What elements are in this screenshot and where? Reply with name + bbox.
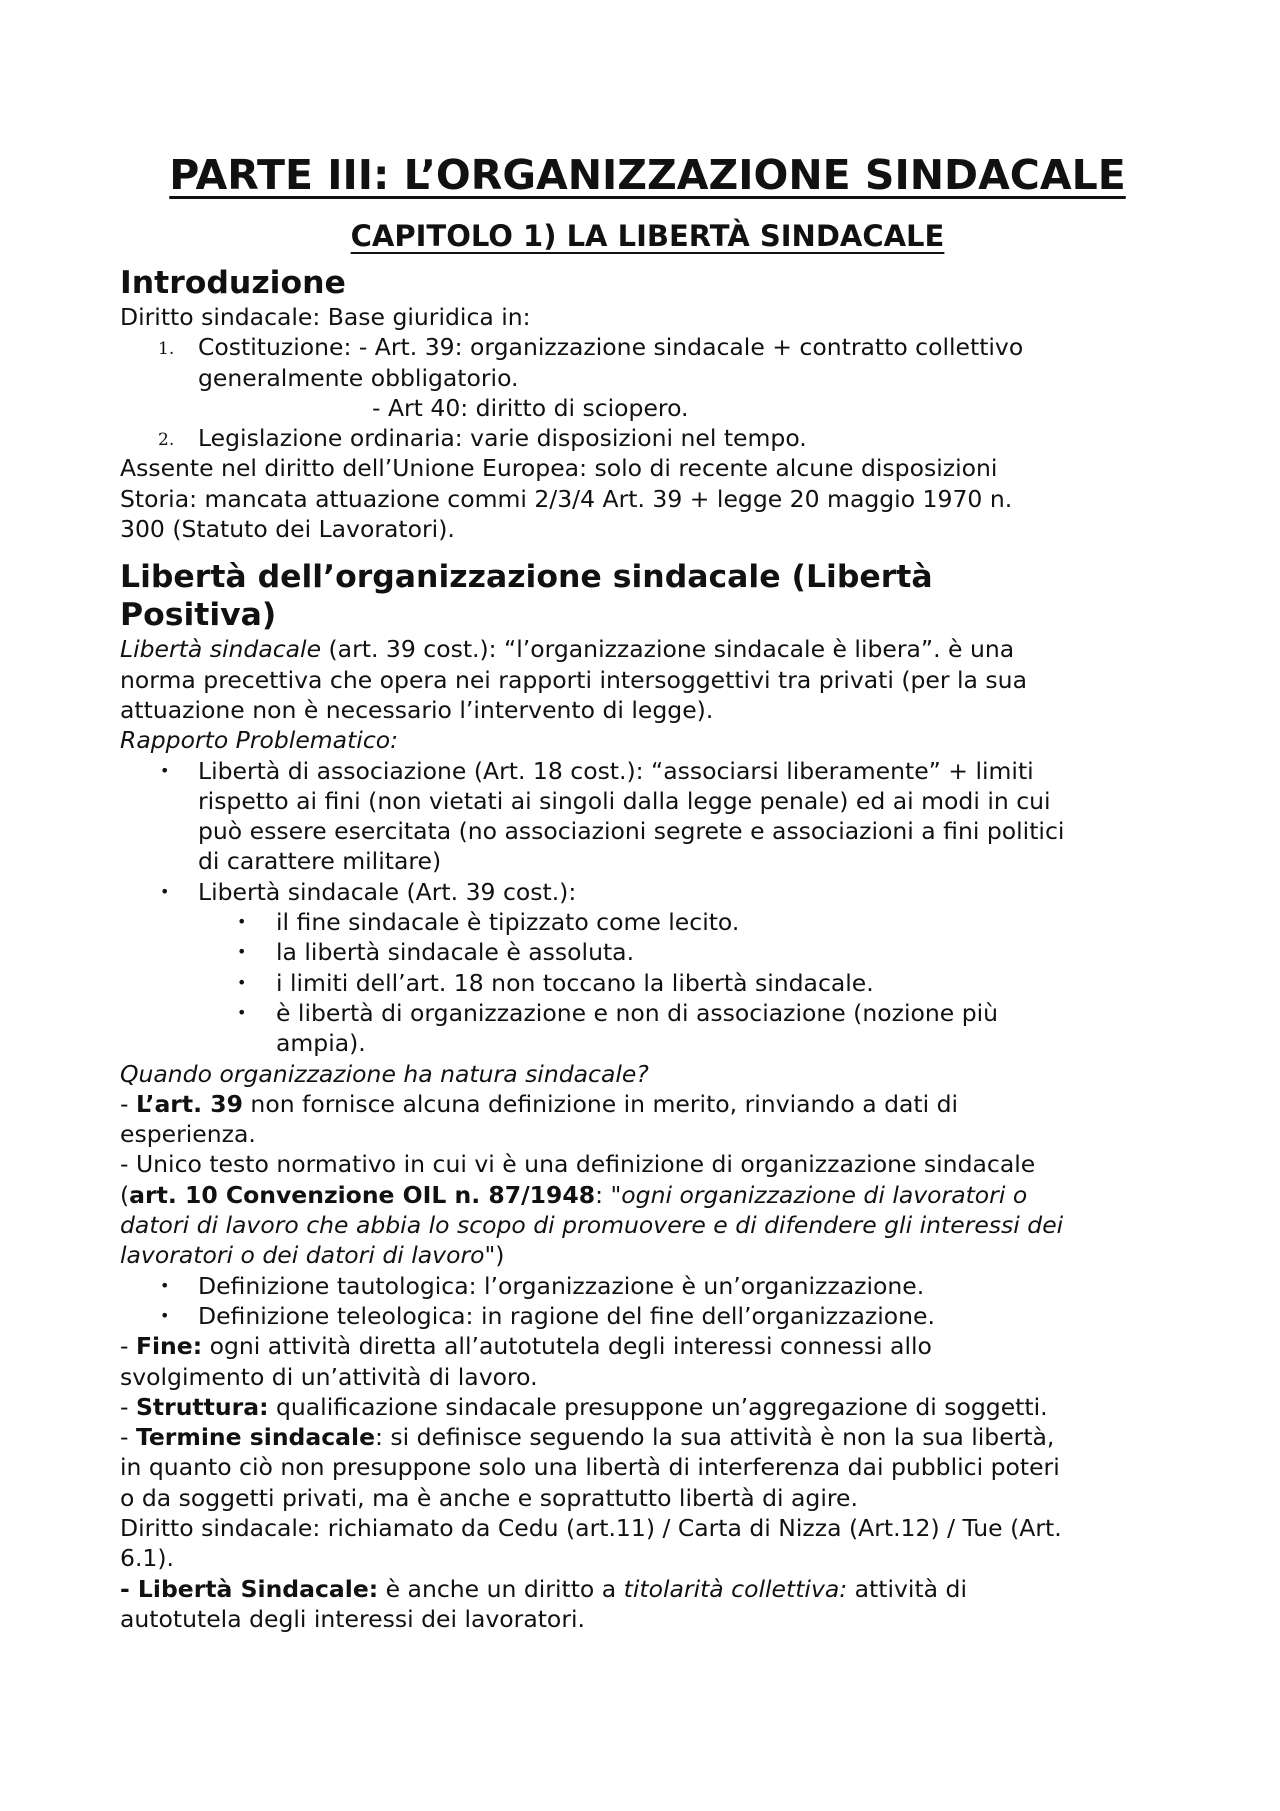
paragraph-line	[120, 1089, 1175, 1119]
text: (art. 39 cost.): “l’organizzazione sindacale è libera”. è una	[321, 635, 1015, 664]
item-text: i limiti dell’art. 18 non toccano la libertà sindacale.	[276, 968, 874, 997]
paragraph-line: esperienza.	[120, 1120, 256, 1149]
part-title: PARTE III: L’ORGANIZZAZIONE SINDACALE	[169, 151, 1126, 199]
bullet-icon: •	[237, 942, 247, 962]
text: ")	[484, 1241, 505, 1270]
bullet-icon: •	[160, 760, 170, 780]
paragraph-line: Diritto sindacale: richiamato da Cedu (art.11) / Carta di Nizza (Art.12) / Tue (Art.	[120, 1513, 1062, 1542]
text: (	[120, 1180, 130, 1209]
bullet-item	[120, 1271, 1175, 1301]
text: -	[120, 1392, 136, 1421]
bold-term: Fine:	[135, 1332, 203, 1361]
section-heading-liberta: Libertà dell’organizzazione sindacale (Libertà	[120, 559, 933, 596]
text: qualificazione sindacale presuppone un’aggregazione di soggetti.	[268, 1392, 1048, 1421]
bullet-icon: •	[160, 881, 170, 901]
text: -	[120, 1423, 136, 1452]
sub-bullet-item	[120, 998, 1175, 1028]
bullet-item-cont: di carattere militare)	[198, 847, 442, 876]
bullet-icon: •	[160, 1275, 170, 1295]
paragraph-line: - Unico testo normativo in cui vi è una definizione di organizzazione sindacale	[120, 1150, 1036, 1179]
italic-term: Libertà sindacale	[120, 635, 322, 664]
item-text: la libertà sindacale è assoluta.	[276, 938, 635, 967]
paragraph-line	[120, 1240, 1175, 1270]
intro-line: Diritto sindacale: Base giuridica in:	[120, 303, 531, 331]
item-text: Libertà di associazione (Art. 18 cost.): “associarsi liberamente” + limiti	[198, 756, 1034, 785]
item-text: Costituzione: - Art. 39: organizzazione sindacale + contratto collettivo	[198, 333, 1024, 362]
paragraph-line: norma precettiva che opera nei rapporti intersoggettivi tra privati (per la sua	[120, 665, 1027, 694]
numbered-item-1-cont: generalmente obbligatorio.	[198, 363, 519, 392]
text: non fornisce alcuna definizione in merito, rinviando a dati di	[242, 1089, 959, 1118]
paragraph-line	[120, 1574, 1175, 1604]
bullet-icon: •	[237, 1002, 247, 1022]
italic-quote-line: datori di lavoro che abbia lo scopo di promuovere e di difendere gli interessi dei	[120, 1211, 1064, 1240]
list-number: 2.	[158, 430, 175, 451]
chapter-title: CAPITOLO 1) LA LIBERTÀ SINDACALE	[350, 219, 945, 253]
bullet-icon: •	[237, 972, 247, 992]
bold-term: Struttura:	[135, 1392, 269, 1421]
sub-bullet-item-cont: ampia).	[276, 1029, 366, 1058]
text: -	[120, 1089, 136, 1118]
text: : si definisce seguendo la sua attività è non la sua libertà,	[375, 1423, 1055, 1452]
bold-term: Termine sindacale	[135, 1423, 376, 1452]
numbered-item-2	[120, 423, 1175, 453]
bold-term: art. 10 Convenzione OIL n. 87/1948	[129, 1180, 596, 1209]
list-number: 1.	[158, 339, 175, 360]
item-text: il fine sindacale è tipizzato come lecito.	[276, 908, 740, 937]
bullet-item	[120, 877, 1175, 907]
bullet-icon: •	[160, 1305, 170, 1325]
paragraph-line: autotutela degli interessi dei lavoratori.	[120, 1604, 585, 1633]
text: -	[120, 1332, 136, 1361]
bullet-item	[120, 1301, 1175, 1331]
text: attività di	[847, 1574, 967, 1603]
italic-term: titolarità collettiva:	[623, 1574, 848, 1603]
rapporto-label: Rapporto Problematico:	[120, 726, 399, 755]
italic-quote: ogni organizzazione di lavoratori o	[621, 1180, 1028, 1209]
paragraph-line	[120, 1331, 1175, 1361]
paragraph-line: o da soggetti privati, ma è anche e soprattutto libertà di agire.	[120, 1483, 858, 1512]
paragraph-line	[120, 1422, 1175, 1452]
intro-ue-line: Assente nel diritto dell’Unione Europea: solo di recente alcune disposizioni	[120, 454, 998, 483]
paragraph-line	[120, 1392, 1175, 1422]
section-heading-liberta-cont: Positiva)	[120, 597, 277, 634]
item-text: è libertà di organizzazione e non di associazione (nozione più	[276, 998, 999, 1027]
paragraph-line: 6.1).	[120, 1544, 175, 1573]
bold-term: - Libertà Sindacale:	[120, 1574, 379, 1603]
item-text: Definizione teleologica: in ragione del fine dell’organizzazione.	[198, 1301, 935, 1330]
bullet-item	[120, 756, 1175, 786]
paragraph-line: attuazione non è necessario l’intervento di legge).	[120, 695, 714, 724]
intro-storia-line-cont: 300 (Statuto dei Lavoratori).	[120, 515, 455, 544]
bullet-icon: •	[237, 912, 247, 932]
section-heading-introduzione: Introduzione	[120, 265, 346, 301]
text: è anche un diritto a	[378, 1574, 624, 1603]
intro-storia-line: Storia: mancata attuazione commi 2/3/4 Art. 39 + legge 20 maggio 1970 n.	[120, 484, 1013, 513]
numbered-item-1-art40: - Art 40: diritto di sciopero.	[372, 393, 689, 422]
document-content	[120, 148, 1175, 1634]
sub-bullet-item	[120, 907, 1175, 937]
sub-bullet-item	[120, 968, 1175, 998]
bold-term: L’art. 39	[135, 1089, 243, 1118]
item-text: Libertà sindacale (Art. 39 cost.):	[198, 877, 577, 906]
question-line: Quando organizzazione ha natura sindacale?	[120, 1059, 649, 1088]
paragraph-line: in quanto ciò non presuppone solo una libertà di interferenza dai pubblici poteri	[120, 1453, 1060, 1482]
text: ogni attività diretta all’autotutela degli interessi connessi allo	[202, 1332, 932, 1361]
paragraph-line	[120, 634, 1175, 664]
numbered-item-1	[120, 332, 1175, 362]
paragraph-line	[120, 1180, 1175, 1210]
bullet-item-cont: rispetto ai fini (non vietati ai singoli dalla legge penale) ed ai modi in cui	[198, 786, 1051, 815]
italic-quote: lavoratori o dei datori di lavoro	[120, 1241, 485, 1270]
item-text: Definizione tautologica: l’organizzazione è un’organizzazione.	[198, 1271, 925, 1300]
sub-bullet-item	[120, 937, 1175, 967]
bullet-item-cont: può essere esercitata (no associazioni segrete e associazioni a fini politici	[198, 817, 1065, 846]
item-text: Legislazione ordinaria: varie disposizioni nel tempo.	[198, 424, 807, 453]
paragraph-line: svolgimento di un’attività di lavoro.	[120, 1362, 538, 1391]
text: : "	[595, 1180, 622, 1209]
